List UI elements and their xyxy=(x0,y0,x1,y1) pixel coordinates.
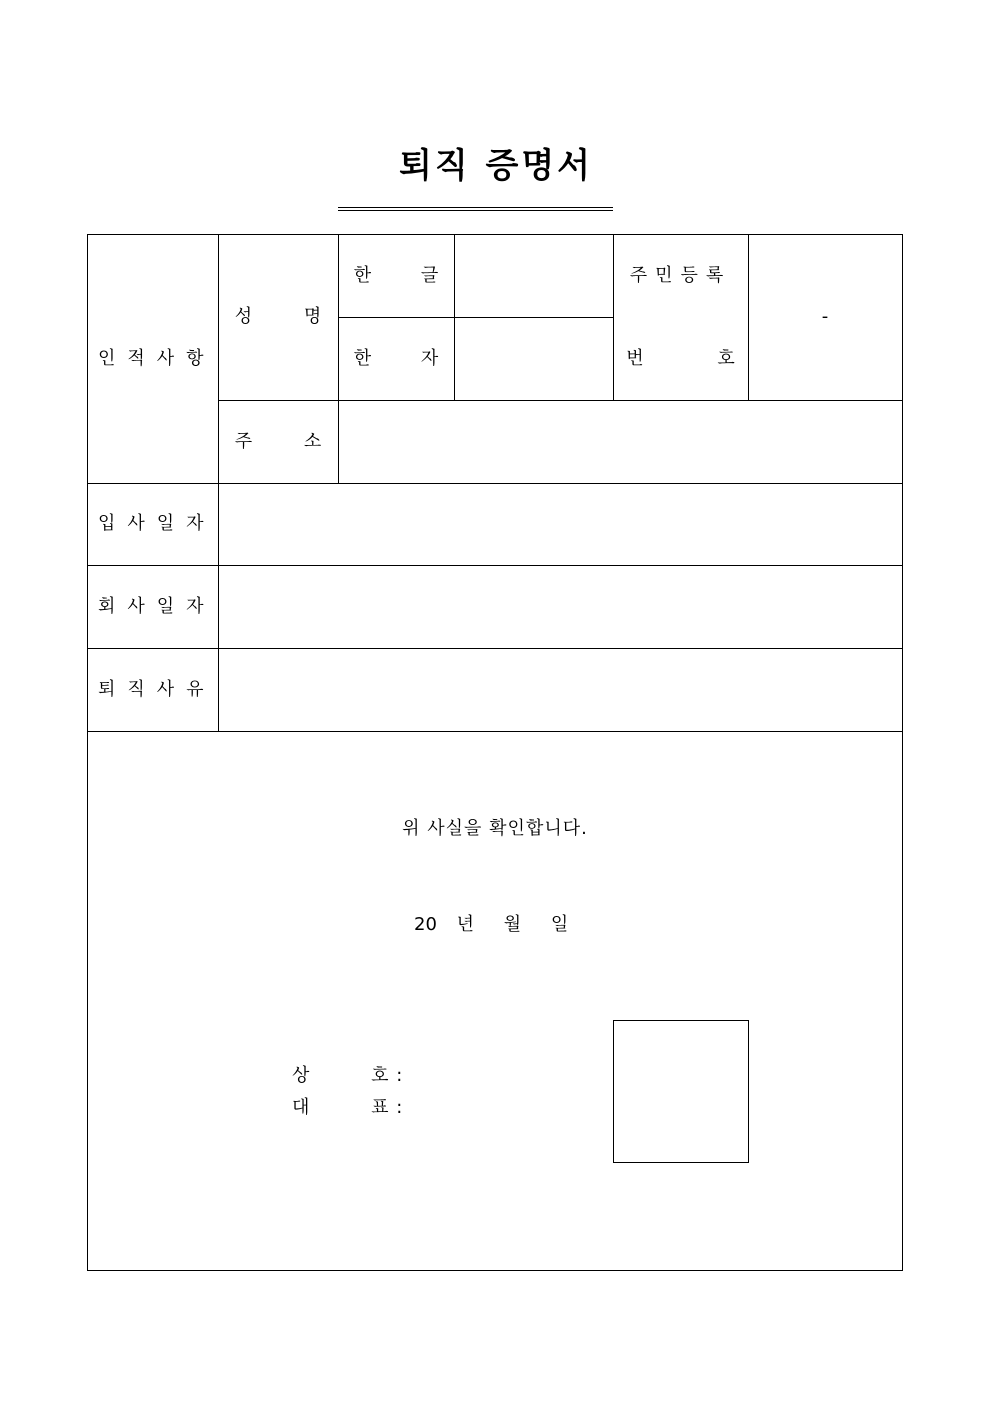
resident-number-label-line2 xyxy=(613,347,748,371)
name-label-text: 성 명 xyxy=(234,306,322,327)
hanja-name-label-text: 한 자 xyxy=(353,348,439,369)
seal-box[interactable] xyxy=(613,1020,749,1163)
title-underline-bottom xyxy=(338,210,613,211)
representative-row xyxy=(292,1096,402,1120)
name-label xyxy=(218,305,338,329)
company-name-colon: : xyxy=(396,1065,403,1086)
personal-section-label xyxy=(98,347,216,371)
join-date-label-text: 입사일자 xyxy=(98,513,216,534)
row-divider-leave xyxy=(87,565,903,566)
issue-date xyxy=(414,913,568,937)
col-divider-name-value xyxy=(454,234,455,401)
company-name-row xyxy=(292,1064,402,1088)
row-divider-address xyxy=(218,400,903,401)
table-border-right xyxy=(902,234,903,1271)
confirmation-statement-text: 위 사실을 확인합니다. xyxy=(402,818,588,839)
address-label xyxy=(218,430,338,454)
address-label-text: 주 소 xyxy=(234,431,322,452)
issue-year-unit: 년 xyxy=(456,914,475,935)
reason-label xyxy=(98,678,216,702)
reason-label-text: 퇴직사유 xyxy=(98,679,216,700)
issue-month-unit: 월 xyxy=(503,914,522,935)
row-divider-confirm xyxy=(87,731,903,732)
table-border-left xyxy=(87,234,88,1271)
row-divider-join xyxy=(87,483,903,484)
leave-date-label xyxy=(98,595,216,619)
company-name-label-1: 상 xyxy=(292,1065,310,1086)
title-underline-top xyxy=(338,207,613,208)
personal-section-label-text: 인적사항 xyxy=(98,348,216,369)
join-date-label xyxy=(98,512,216,536)
resident-number-label-line1 xyxy=(613,264,748,288)
resident-number-label-line2-text: 번 호 xyxy=(626,348,735,369)
table-border-bottom xyxy=(87,1270,903,1271)
leave-date-label-text: 회사일자 xyxy=(98,596,216,617)
col-divider-resident xyxy=(613,234,614,401)
korean-name-label xyxy=(338,264,454,288)
issue-year-prefix: 20 xyxy=(414,914,437,935)
document-title: 퇴직 증명서 xyxy=(398,146,594,186)
issue-day-unit: 일 xyxy=(550,914,569,935)
korean-name-label-text: 한 글 xyxy=(353,265,439,286)
resident-number-label-line1-text: 주민등록 xyxy=(629,265,732,286)
representative-colon: : xyxy=(396,1097,403,1118)
table-border-top xyxy=(87,234,903,235)
confirmation-statement xyxy=(87,817,903,841)
row-divider-reason xyxy=(87,648,903,649)
representative-label-1: 대 xyxy=(292,1097,310,1118)
representative-label-2: 표 xyxy=(371,1097,389,1118)
hanja-name-label xyxy=(338,347,454,371)
resident-number-value[interactable]: - xyxy=(821,306,829,327)
company-name-label-2: 호 xyxy=(371,1065,389,1086)
row-divider-name xyxy=(338,317,614,318)
